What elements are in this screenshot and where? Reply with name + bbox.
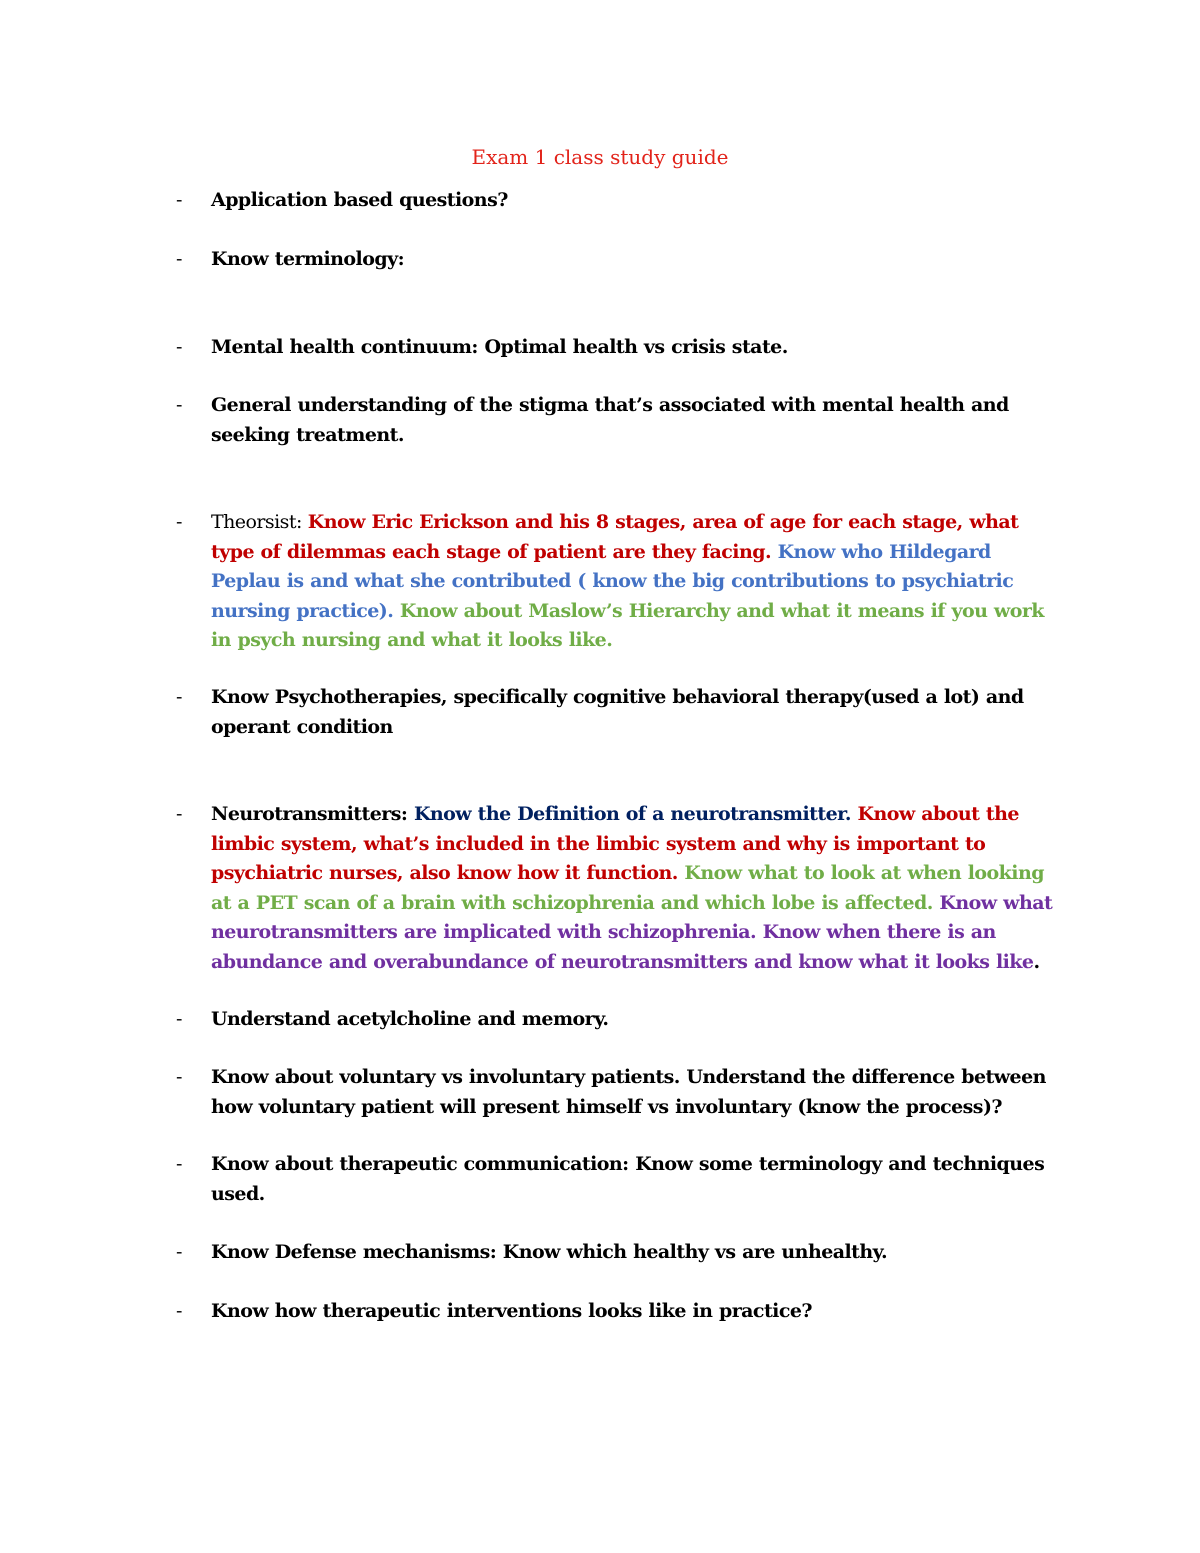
bullet-dash: -	[176, 1241, 182, 1263]
sentence-end: .	[1033, 950, 1040, 973]
list-item-therapeutic-interventions	[176, 1297, 1076, 1327]
definition-note: Know the Definition of a neurotransmitter.	[413, 803, 851, 825]
pet-scan-note: Know what to look at when looking at a PET scan of a brain with schizophrenia and which lobe is affected.	[211, 862, 1044, 914]
list-item-application-questions	[176, 186, 1076, 216]
list-item-text: Know about voluntary vs involuntary patients. Understand the difference between how voluntary patient will present himself vs involuntary (know the process)?	[211, 1066, 1046, 1118]
list-item-text	[211, 508, 1061, 656]
bullet-dash: -	[176, 394, 182, 416]
list-item-psychotherapies	[176, 683, 1076, 742]
limbic-note: Know about the limbic system, what’s included in the limbic system and why is important to psychiatric nurses, also know how it function.	[211, 803, 1019, 884]
list-item-text: Know terminology:	[211, 248, 405, 270]
list-item-text: Know about therapeutic communication: Know some terminology and techniques used.	[211, 1153, 1045, 1205]
bullet-dash: -	[176, 1300, 182, 1322]
list-item-text: Understand acetylcholine and memory.	[211, 1008, 609, 1030]
neurotransmitters-label: Neurotransmitters:	[211, 803, 408, 825]
bullet-dash: -	[176, 1153, 182, 1175]
list-item-defense-mechanisms	[176, 1238, 1076, 1268]
document-title: Exam 1 class study guide	[471, 145, 729, 169]
list-item-acetylcholine	[176, 1005, 1076, 1035]
list-item-text: Know Defense mechanisms: Know which healthy vs are unhealthy.	[211, 1241, 888, 1263]
list-item-text: Know Psychotherapies, specifically cognitive behavioral therapy(used a lot) and operant condition	[211, 686, 1024, 738]
erickson-note: Know Eric Erickson and his 8 stages, area of age for each stage, what type of dilemmas each stage of patient are they facing.	[211, 511, 1019, 563]
list-item-therapeutic-communication	[176, 1150, 1076, 1209]
bullet-dash: -	[176, 1008, 182, 1030]
theorists-label: Theorsist:	[211, 511, 308, 533]
implicated-note: Know what neurotransmitters are implicated with schizophrenia. Know when there is an abundance and overabundance of neurotransmitters and know what it looks like	[211, 891, 1053, 973]
bullet-dash: -	[176, 1066, 182, 1088]
list-item-neurotransmitters	[176, 800, 1076, 977]
list-item-voluntary-patients	[176, 1063, 1076, 1122]
list-item-mental-health-continuum	[176, 333, 1076, 363]
maslow-note: Know about Maslow’s Hierarchy and what it means if you work in psych nursing and what it looks like.	[211, 599, 1044, 651]
peplau-note: Know who Hildegard Peplau is and what she contributed ( know the big contributions to psychiatric nursing practice).	[211, 540, 1014, 622]
list-item-text: Mental health continuum: Optimal health vs crisis state.	[211, 336, 788, 358]
bullet-dash: -	[176, 336, 182, 358]
list-item-text: General understanding of the stigma that’s associated with mental health and seeking treatment.	[211, 394, 1009, 446]
list-item-theorists	[176, 508, 1076, 656]
bullet-dash: -	[176, 686, 182, 708]
bullet-dash: -	[176, 189, 182, 211]
list-item-text	[211, 800, 1061, 977]
bullet-dash: -	[176, 803, 182, 825]
list-item-stigma	[176, 391, 1076, 450]
list-item-terminology	[176, 245, 1076, 275]
bullet-dash: -	[176, 511, 182, 533]
bullet-dash: -	[176, 248, 182, 270]
list-item-text: Application based questions?	[211, 189, 508, 211]
list-item-text: Know how therapeutic interventions looks like in practice?	[211, 1300, 812, 1322]
